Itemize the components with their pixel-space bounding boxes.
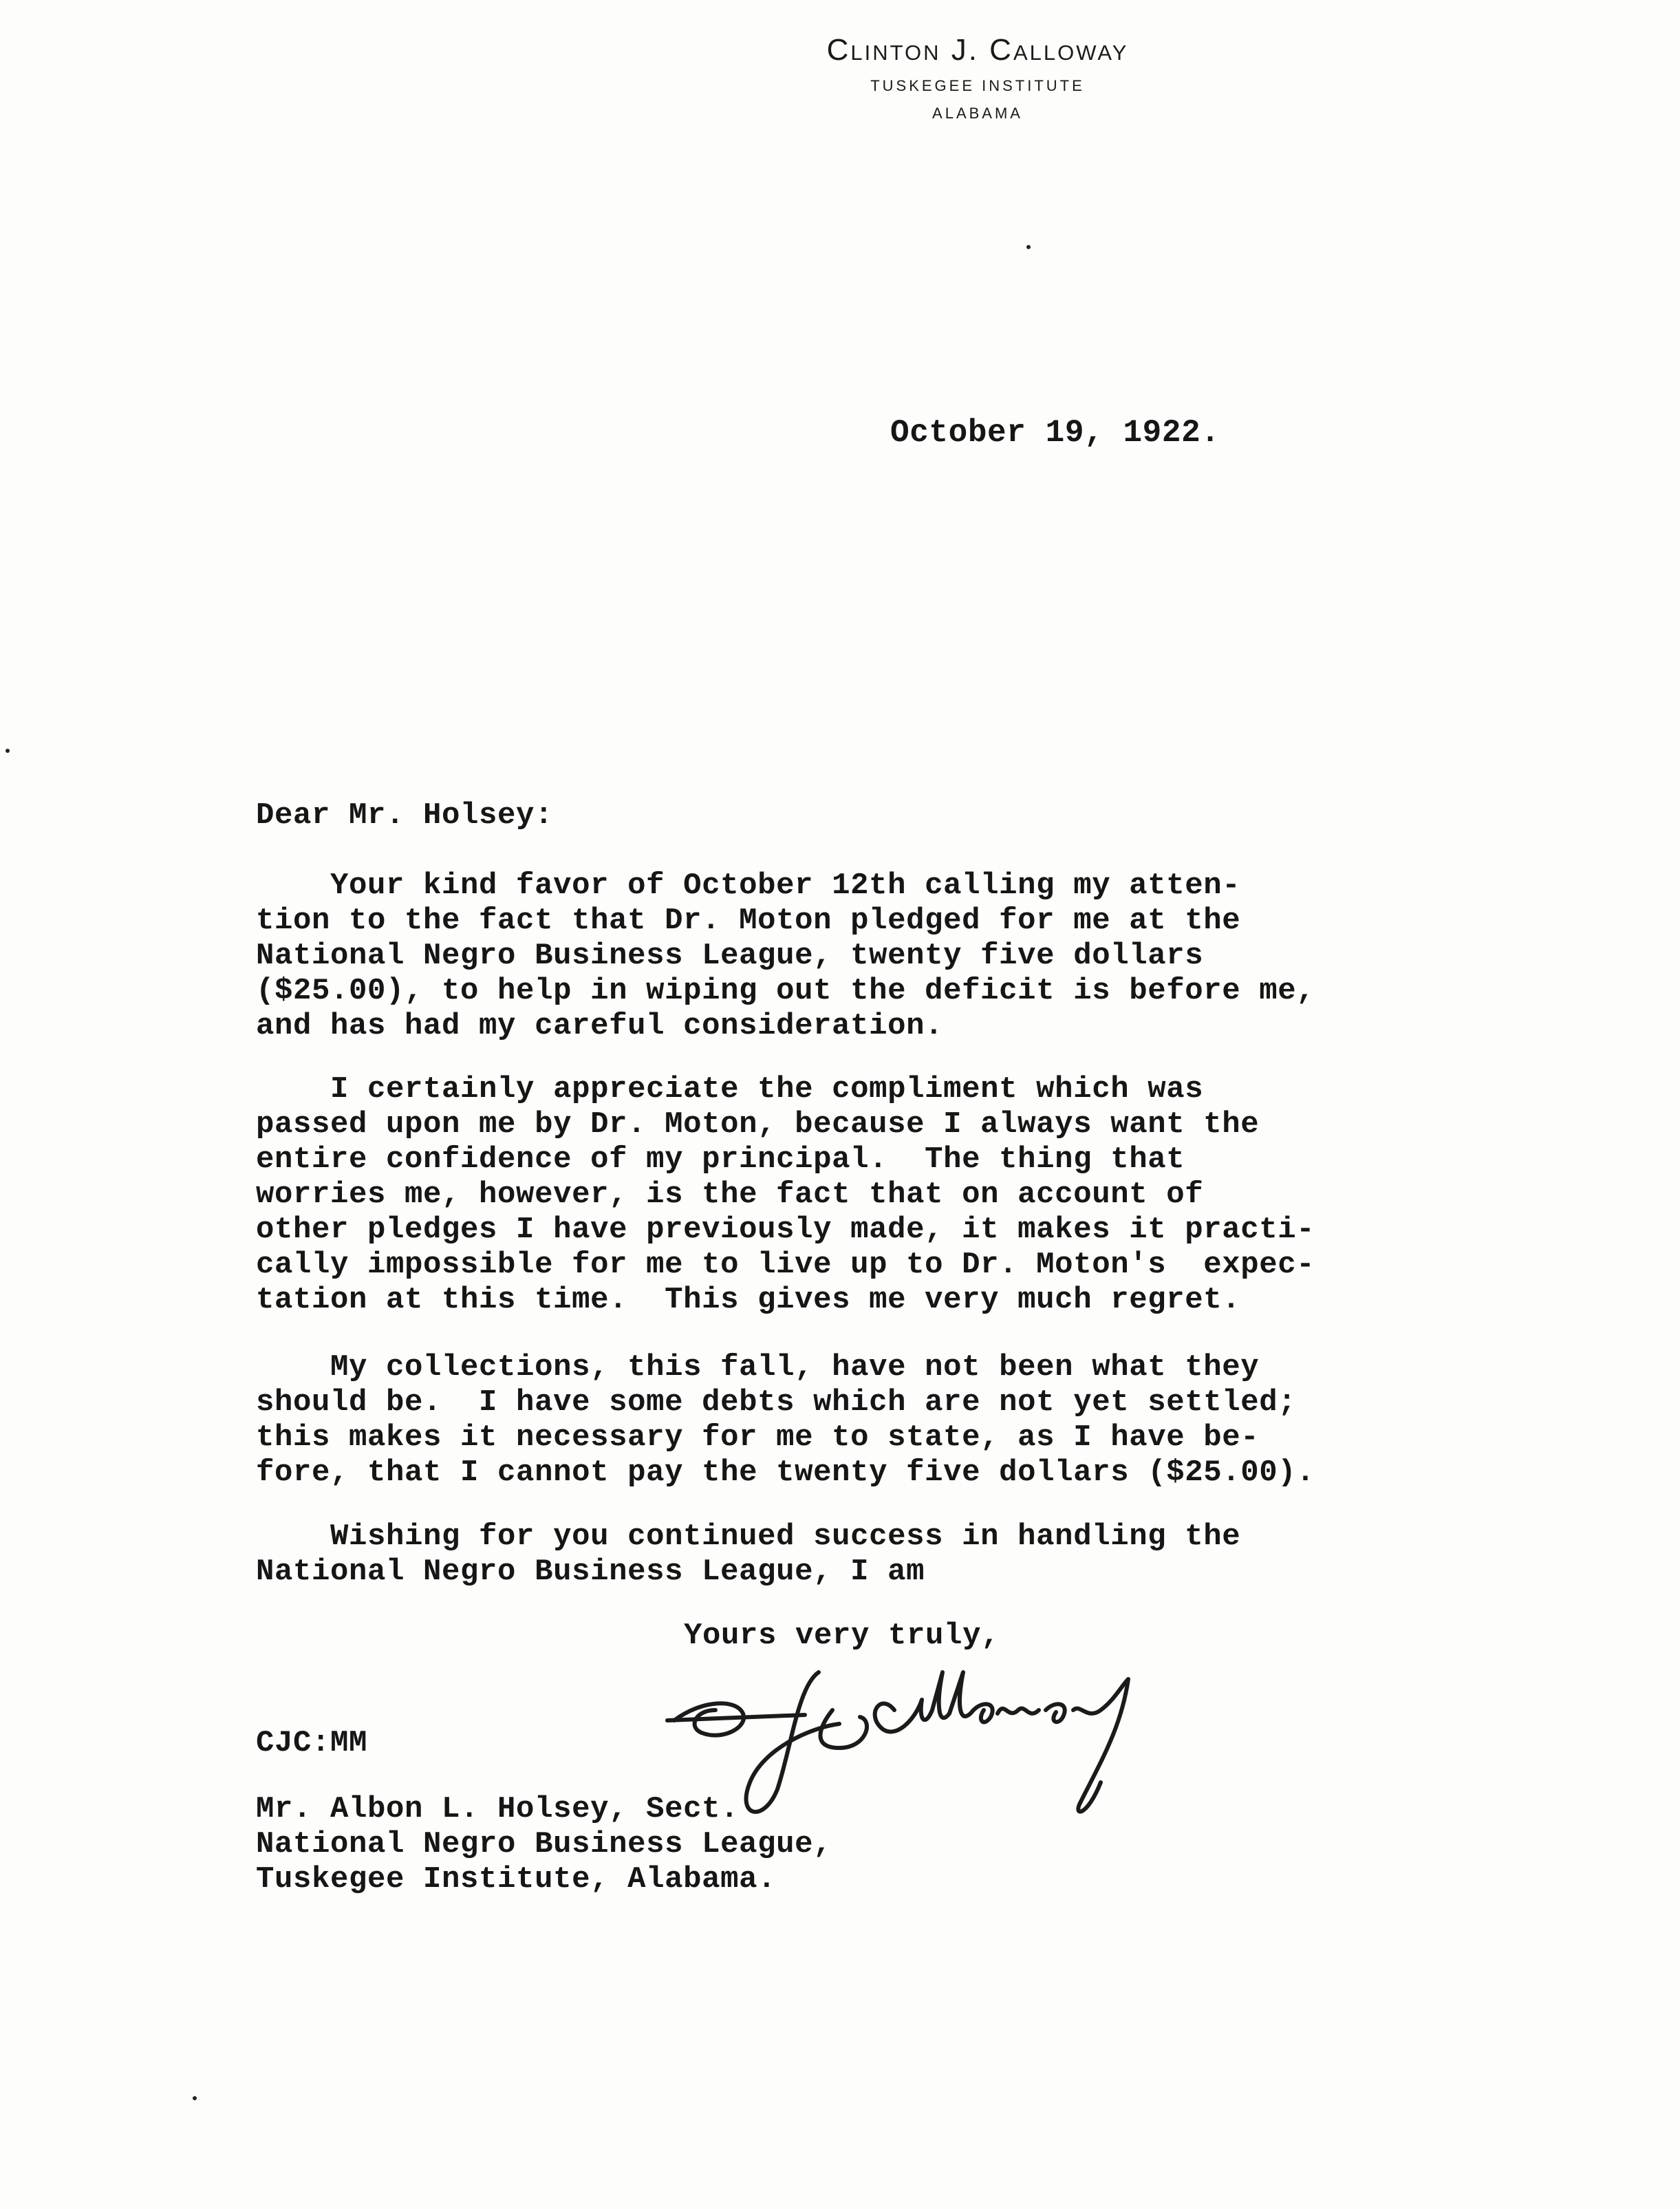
letterhead-name: Clinton J. Calloway bbox=[826, 33, 1129, 67]
body-paragraph-1: Your kind favor of October 12th calling my atten- tion to the fact that Dr. Moton pledged for me at the National Negro Business League, twenty five dollars ($25.00), to help in wiping out the deficit is before me, and has had my careful consideration. bbox=[256, 868, 1315, 1043]
recipient-address: Mr. Albon L. Holsey, Sect. National Negro Business League, Tuskegee Institute, Alabama. bbox=[256, 1792, 832, 1897]
reference-initials: CJC:MM bbox=[256, 1726, 368, 1760]
body-paragraph-4: Wishing for you continued success in handling the National Negro Business League, I am bbox=[256, 1519, 1241, 1589]
letter-date: October 19, 1922. bbox=[890, 415, 1220, 451]
paper-speck bbox=[1026, 245, 1031, 249]
body-paragraph-3: My collections, this fall, have not been what they should be. I have some debts which are not yet settled; this makes it necessary for me to state, as I have be- fore, that I cannot pay the twenty five dollars ($25.00). bbox=[256, 1350, 1315, 1490]
complimentary-close: Yours very truly, bbox=[684, 1619, 1000, 1653]
letterhead-state: ALABAMA bbox=[932, 105, 1023, 122]
paper-speck bbox=[193, 2096, 197, 2100]
letterhead-institution: TUSKEGEE INSTITUTE bbox=[870, 77, 1085, 94]
paper-speck bbox=[6, 749, 10, 753]
salutation: Dear Mr. Holsey: bbox=[256, 798, 554, 833]
body-paragraph-2: I certainly appreciate the compliment which was passed upon me by Dr. Moton, because I always want the entire confidence of my principal. The thing that worries me, however, is the fact that on account of other pledges I have previously made, it makes it practi- cally impossible for me to live up to Dr. Moton's expec- tation at this time. This gives me very much regret. bbox=[256, 1072, 1315, 1317]
